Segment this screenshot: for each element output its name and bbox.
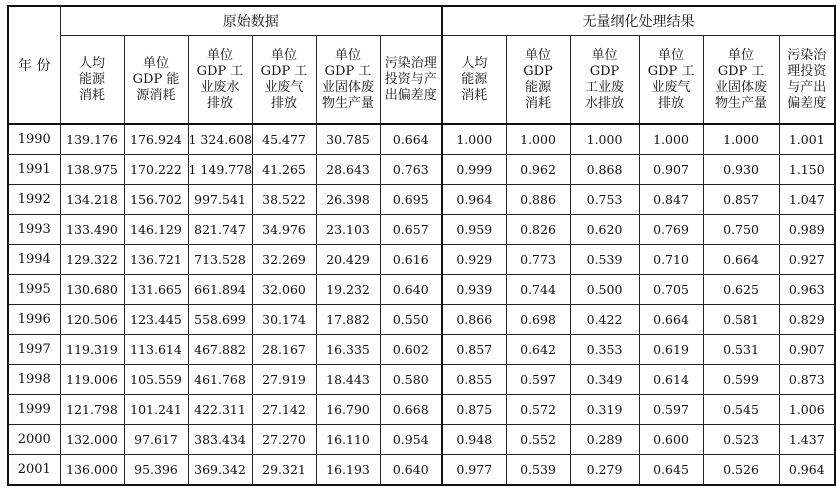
raw-value-cell: 30.785: [316, 124, 380, 155]
year-cell: 1995: [8, 275, 60, 305]
normalized-value-cell: 0.552: [506, 425, 570, 455]
normalized-value-cell: 1.000: [506, 124, 570, 155]
raw-value-cell: 1 149.778: [188, 155, 252, 185]
year-column-header: 年 份: [8, 6, 60, 124]
normalized-value-cell: 0.857: [442, 335, 506, 365]
normalized-value-cell: 0.597: [506, 365, 570, 395]
raw-value-cell: 156.702: [124, 185, 188, 215]
raw-value-cell: 383.434: [188, 425, 252, 455]
raw-value-cell: 130.680: [60, 275, 124, 305]
normalized-value-cell: 0.279: [570, 455, 639, 486]
normalized-value-cell: 0.927: [779, 245, 835, 275]
year-cell: 1997: [8, 335, 60, 365]
normalized-value-cell: 0.959: [442, 215, 506, 245]
normalized-value-cell: 0.855: [442, 365, 506, 395]
normalized-value-cell: 0.523: [703, 425, 779, 455]
normalized-value-cell: 0.886: [506, 185, 570, 215]
normalized-group-header: 无量纲化处理结果: [442, 6, 835, 36]
raw-value-cell: 129.322: [60, 245, 124, 275]
normalized-value-cell: 0.349: [570, 365, 639, 395]
normalized-value-cell: 0.319: [570, 395, 639, 425]
raw-value-cell: 17.882: [316, 305, 380, 335]
normalized-value-cell: 0.353: [570, 335, 639, 365]
raw-value-cell: 45.477: [252, 124, 316, 155]
normalized-value-cell: 0.847: [639, 185, 703, 215]
raw-value-cell: 0.664: [380, 124, 442, 155]
raw-value-cell: 113.614: [124, 335, 188, 365]
raw-value-cell: 16.790: [316, 395, 380, 425]
raw-value-cell: 34.976: [252, 215, 316, 245]
normalized-value-cell: 0.857: [703, 185, 779, 215]
raw-value-cell: 105.559: [124, 365, 188, 395]
raw-value-cell: 123.445: [124, 305, 188, 335]
normalized-value-cell: 0.642: [506, 335, 570, 365]
normalized-value-cell: 0.964: [779, 455, 835, 486]
raw-column-header-4: 单位 GDP 工 业废气 排放: [252, 36, 316, 125]
normalized-value-cell: 0.645: [639, 455, 703, 486]
raw-value-cell: 27.270: [252, 425, 316, 455]
raw-value-cell: 0.640: [380, 455, 442, 486]
raw-value-cell: 136.000: [60, 455, 124, 486]
raw-column-header-1: 人均 能源 消耗: [60, 36, 124, 125]
raw-value-cell: 38.522: [252, 185, 316, 215]
table-row: [8, 245, 835, 275]
raw-value-cell: 138.975: [60, 155, 124, 185]
raw-data-group-header: 原始数据: [60, 6, 442, 36]
raw-value-cell: 131.665: [124, 275, 188, 305]
normalized-value-cell: 0.597: [639, 395, 703, 425]
raw-value-cell: 146.129: [124, 215, 188, 245]
normalized-value-cell: 0.744: [506, 275, 570, 305]
normalized-value-cell: 0.614: [639, 365, 703, 395]
raw-value-cell: 95.396: [124, 455, 188, 486]
normalized-value-cell: 0.907: [639, 155, 703, 185]
year-cell: 1990: [8, 124, 60, 155]
table-row: [8, 335, 835, 365]
normalized-value-cell: 0.599: [703, 365, 779, 395]
normalized-value-cell: 0.705: [639, 275, 703, 305]
year-cell: 1994: [8, 245, 60, 275]
raw-value-cell: 132.000: [60, 425, 124, 455]
year-cell: 1999: [8, 395, 60, 425]
normalized-value-cell: 0.750: [703, 215, 779, 245]
normalized-value-cell: 1.437: [779, 425, 835, 455]
raw-value-cell: 27.142: [252, 395, 316, 425]
raw-value-cell: 997.541: [188, 185, 252, 215]
normalized-value-cell: 0.581: [703, 305, 779, 335]
raw-value-cell: 119.006: [60, 365, 124, 395]
table-row: [8, 395, 835, 425]
normalized-value-cell: 0.948: [442, 425, 506, 455]
normalized-value-cell: 0.289: [570, 425, 639, 455]
raw-value-cell: 29.321: [252, 455, 316, 486]
year-cell: 1998: [8, 365, 60, 395]
raw-value-cell: 26.398: [316, 185, 380, 215]
normalized-value-cell: 0.620: [570, 215, 639, 245]
normalized-value-cell: 0.572: [506, 395, 570, 425]
normalized-value-cell: 0.929: [442, 245, 506, 275]
raw-value-cell: 18.443: [316, 365, 380, 395]
raw-value-cell: 19.232: [316, 275, 380, 305]
table-row: [8, 455, 835, 486]
raw-value-cell: 120.506: [60, 305, 124, 335]
raw-value-cell: 16.335: [316, 335, 380, 365]
normalized-value-cell: 0.625: [703, 275, 779, 305]
normalized-value-cell: 0.664: [639, 305, 703, 335]
raw-value-cell: 139.176: [60, 124, 124, 155]
normalized-value-cell: 0.619: [639, 335, 703, 365]
raw-value-cell: 0.657: [380, 215, 442, 245]
year-cell: 1996: [8, 305, 60, 335]
raw-value-cell: 713.528: [188, 245, 252, 275]
year-cell: 2001: [8, 455, 60, 486]
raw-value-cell: 28.167: [252, 335, 316, 365]
table-row: [8, 365, 835, 395]
raw-value-cell: 461.768: [188, 365, 252, 395]
raw-value-cell: 134.218: [60, 185, 124, 215]
table-row: [8, 124, 835, 155]
raw-value-cell: 27.919: [252, 365, 316, 395]
normalized-value-cell: 0.999: [442, 155, 506, 185]
raw-value-cell: 136.721: [124, 245, 188, 275]
raw-value-cell: 467.882: [188, 335, 252, 365]
raw-column-header-3: 单位 GDP 工 业废水 排放: [188, 36, 252, 125]
raw-value-cell: 821.747: [188, 215, 252, 245]
normalized-value-cell: 0.531: [703, 335, 779, 365]
normalized-value-cell: 1.000: [442, 124, 506, 155]
raw-value-cell: 422.311: [188, 395, 252, 425]
normalized-value-cell: 0.773: [506, 245, 570, 275]
normalized-column-header-3: 单位 GDP 工业废 水排放: [570, 36, 639, 125]
normalized-value-cell: 0.422: [570, 305, 639, 335]
normalized-value-cell: 0.545: [703, 395, 779, 425]
normalized-value-cell: 0.962: [506, 155, 570, 185]
year-cell: 2000: [8, 425, 60, 455]
normalized-value-cell: 0.964: [442, 185, 506, 215]
normalized-value-cell: 0.539: [570, 245, 639, 275]
normalized-column-header-4: 单位 GDP 工 业废气 排放: [639, 36, 703, 125]
raw-value-cell: 1 324.608: [188, 124, 252, 155]
normalized-value-cell: 1.150: [779, 155, 835, 185]
normalized-value-cell: 0.989: [779, 215, 835, 245]
normalized-value-cell: 1.001: [779, 124, 835, 155]
raw-value-cell: 0.695: [380, 185, 442, 215]
normalized-value-cell: 0.873: [779, 365, 835, 395]
normalized-value-cell: 1.000: [703, 124, 779, 155]
raw-value-cell: 0.580: [380, 365, 442, 395]
raw-value-cell: 30.174: [252, 305, 316, 335]
raw-value-cell: 41.265: [252, 155, 316, 185]
normalized-value-cell: 0.829: [779, 305, 835, 335]
normalized-value-cell: 0.866: [442, 305, 506, 335]
table-body: [8, 124, 835, 485]
raw-value-cell: 0.550: [380, 305, 442, 335]
normalized-value-cell: 0.769: [639, 215, 703, 245]
raw-value-cell: 20.429: [316, 245, 380, 275]
raw-value-cell: 0.640: [380, 275, 442, 305]
normalized-value-cell: 0.875: [442, 395, 506, 425]
normalized-column-header-1: 人均 能源 消耗: [442, 36, 506, 125]
raw-value-cell: 121.798: [60, 395, 124, 425]
raw-value-cell: 28.643: [316, 155, 380, 185]
year-cell: 1991: [8, 155, 60, 185]
raw-value-cell: 170.222: [124, 155, 188, 185]
raw-value-cell: 119.319: [60, 335, 124, 365]
normalized-value-cell: 0.500: [570, 275, 639, 305]
raw-value-cell: 369.342: [188, 455, 252, 486]
normalized-value-cell: 0.963: [779, 275, 835, 305]
normalized-value-cell: 1.047: [779, 185, 835, 215]
normalized-column-header-2: 单位 GDP 能源 消耗: [506, 36, 570, 125]
normalized-value-cell: 0.907: [779, 335, 835, 365]
raw-value-cell: 32.269: [252, 245, 316, 275]
table-row: [8, 185, 835, 215]
normalized-value-cell: 0.698: [506, 305, 570, 335]
data-table-container: [7, 5, 836, 486]
table-row: [8, 155, 835, 185]
normalized-value-cell: 0.977: [442, 455, 506, 486]
normalized-value-cell: 0.930: [703, 155, 779, 185]
normalized-value-cell: 0.868: [570, 155, 639, 185]
normalized-value-cell: 0.710: [639, 245, 703, 275]
table-row: [8, 275, 835, 305]
normalized-column-header-6: 污染治 理投资 与产出 偏差度: [779, 36, 835, 125]
raw-value-cell: 101.241: [124, 395, 188, 425]
raw-value-cell: 0.668: [380, 395, 442, 425]
raw-column-header-2: 单位 GDP 能 源消耗: [124, 36, 188, 125]
normalized-value-cell: 0.939: [442, 275, 506, 305]
normalized-value-cell: 0.753: [570, 185, 639, 215]
normalized-value-cell: 1.000: [639, 124, 703, 155]
data-table: [7, 5, 836, 486]
raw-value-cell: 23.103: [316, 215, 380, 245]
year-cell: 1992: [8, 185, 60, 215]
normalized-value-cell: 1.000: [570, 124, 639, 155]
normalized-value-cell: 1.006: [779, 395, 835, 425]
normalized-value-cell: 0.600: [639, 425, 703, 455]
raw-value-cell: 0.616: [380, 245, 442, 275]
raw-value-cell: 16.193: [316, 455, 380, 486]
raw-value-cell: 16.110: [316, 425, 380, 455]
raw-value-cell: 97.617: [124, 425, 188, 455]
raw-value-cell: 0.602: [380, 335, 442, 365]
normalized-value-cell: 0.539: [506, 455, 570, 486]
normalized-column-header-5: 单位 GDP 工 业固体废 物生产量: [703, 36, 779, 125]
raw-value-cell: 0.763: [380, 155, 442, 185]
raw-column-header-5: 单位 GDP 工 业固体废 物生产量: [316, 36, 380, 125]
normalized-value-cell: 0.826: [506, 215, 570, 245]
year-cell: 1993: [8, 215, 60, 245]
normalized-value-cell: 0.526: [703, 455, 779, 486]
raw-column-header-6: 污染治理 投资与产 出偏差度: [380, 36, 442, 125]
table-row: [8, 425, 835, 455]
raw-value-cell: 176.924: [124, 124, 188, 155]
normalized-value-cell: 0.664: [703, 245, 779, 275]
raw-value-cell: 558.699: [188, 305, 252, 335]
raw-value-cell: 0.954: [380, 425, 442, 455]
raw-value-cell: 133.490: [60, 215, 124, 245]
table-row: [8, 305, 835, 335]
raw-value-cell: 661.894: [188, 275, 252, 305]
table-row: [8, 215, 835, 245]
raw-value-cell: 32.060: [252, 275, 316, 305]
